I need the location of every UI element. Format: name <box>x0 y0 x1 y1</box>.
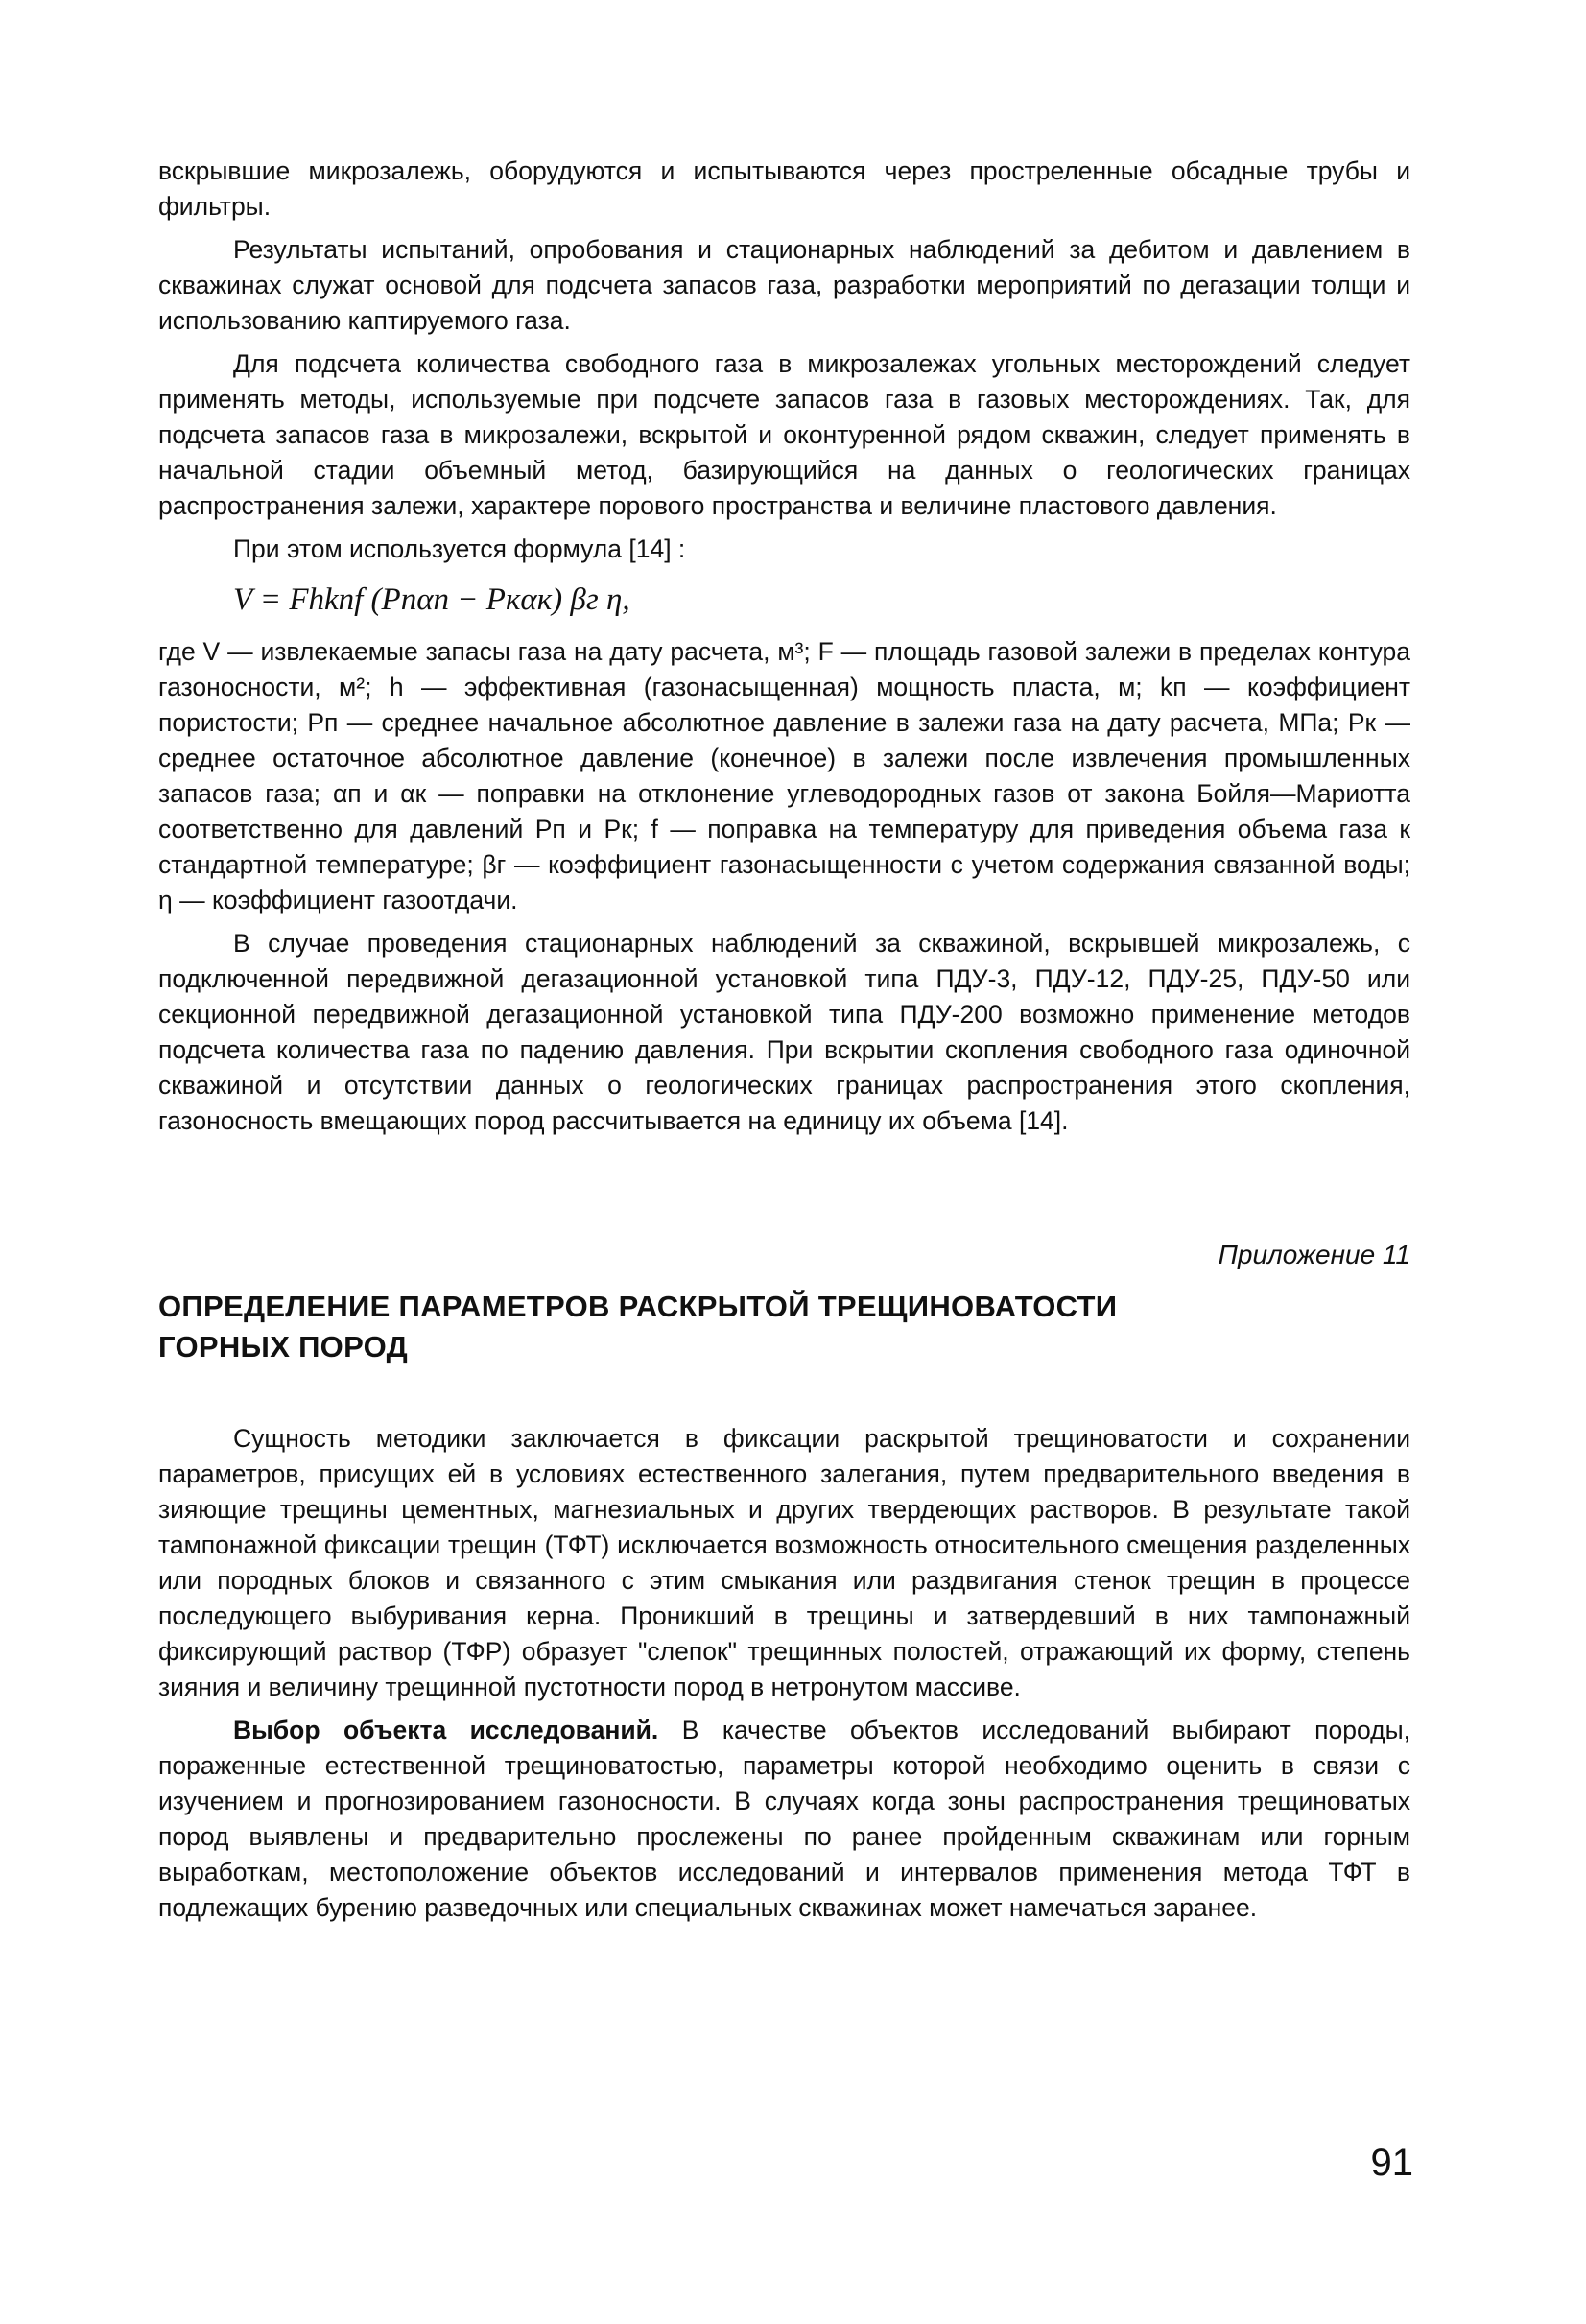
paragraph-object-choice <box>158 1713 1410 1926</box>
paragraph-lead-in: Выбор объекта исследований. <box>233 1716 659 1744</box>
formula: V = Fhkпf (Pпαп − Pкαк) βг η, <box>233 582 630 617</box>
paragraph-continuation: вскрывшие микрозалежь, оборудуются и испытываются через простреленные обсадные трубы и фильтры. <box>158 156 1410 221</box>
paragraph-method-essence: Сущность методики заключается в фиксации раскрытой трещиноватости и сохранении параметров, присущих ей в условиях естественного залегания, путем предварительного введения в зияющие трещины цементных, магнезиальных и других твердеющих растворов. В результате такой тампонажной фиксации трещин (ТФТ) исключается возможность относительного смещения разделенных или породных блоков и связанного с этим смыкания или раздвигания стенок трещин в процессе последующего выбуривания керна. Проникший в трещины и затвердевший в них тампонажный фиксирующий раствор (ТФР) образует "слепок" трещинных полостей, отражающий их форму, степень зияния и величину трещинной пустотности пород в нетронутом массиве. <box>158 1424 1410 1701</box>
appendix-label: Приложение 11 <box>1218 1240 1410 1269</box>
text-column <box>158 154 1410 1926</box>
page-number: 91 <box>1370 2142 1413 2184</box>
section-title: ОПРЕДЕЛЕНИЕ ПАРАМЕТРОВ РАСКРЫТОЙ ТРЕЩИНОВАТОСТИ ГОРНЫХ ПОРОД <box>158 1290 1118 1364</box>
paragraph-gas-calculation: Для подсчета количества свободного газа в микрозалежах угольных месторождений следует применять методы, используемые при подсчете запасов газа в газовых месторождениях. Так, для подсчета запасов газа в микрозалежи, вскрытой и оконтуренной рядом скважин, следует применять в начальной стадии объемный метод, базирующийся на данных о геологических границах распространения залежи, характере порового пространства и величине пластового давления. <box>158 349 1410 520</box>
paragraph-formula-intro: При этом используется формула [14] : <box>233 534 686 563</box>
paragraph-body: В качестве объектов исследований выбирают породы, пораженные естественной трещиноватостью, параметры которой необходимо оценить в связи с изучением и прогнозированием газоносности. В случаях когда зоны распространения трещиноватых пород выявлены и предварительно прослежены по ранее пройденным скважинам или горным выработкам, местоположение объектов исследований и интервалов применения метода ТФТ в подлежащих бурению разведочных или специальных скважинах может намечаться заранее. <box>158 1716 1410 1922</box>
paragraph-pressure-method: В случае проведения стационарных наблюдений за скважиной, вскрывшей микрозалежь, с подключенной передвижной дегазационной установкой типа ПДУ-3, ПДУ-12, ПДУ-25, ПДУ-50 или секционной передвижной дегазационной установкой типа ПДУ-200 возможно применение методов подсчета количества газа по падению давления. При вскрытии скопления свободного газа одиночной скважиной и отсутствии данных о геологических границах распространения этого скопления, газоносность вмещающих пород рассчитывается на единицу их объема [14]. <box>158 929 1410 1135</box>
paragraph-formula-legend: где V — извлекаемые запасы газа на дату расчета, м³; F — площадь газовой залежи в пределах контура газоносности, м²; h — эффективная (газонасыщенная) мощность пласта, м; kп — коэффициент пористости; Pп — среднее начальное абсолютное давление в залежи газа на дату расчета, МПа; Pк — среднее остаточное абсолютное давление (конечное) в залежи после извлечения промышленных запасов газа; αп и αк — поправки на отклонение углеводородных газов от закона Бойля—Мариотта соответственно для давлений Pп и Pк; f — поправка на температуру для приведения объема газа к стандартной температуре; βг — коэффициент газонасыщенности с учетом содержания связанной воды; η — коэффициент газоотдачи. <box>158 637 1410 914</box>
paragraph-test-results: Результаты испытаний, опробования и стационарных наблюдений за дебитом и давлением в скважинах служат основой для подсчета запасов газа, разработки мероприятий по дегазации толщи и использованию каптируемого газа. <box>158 235 1410 335</box>
